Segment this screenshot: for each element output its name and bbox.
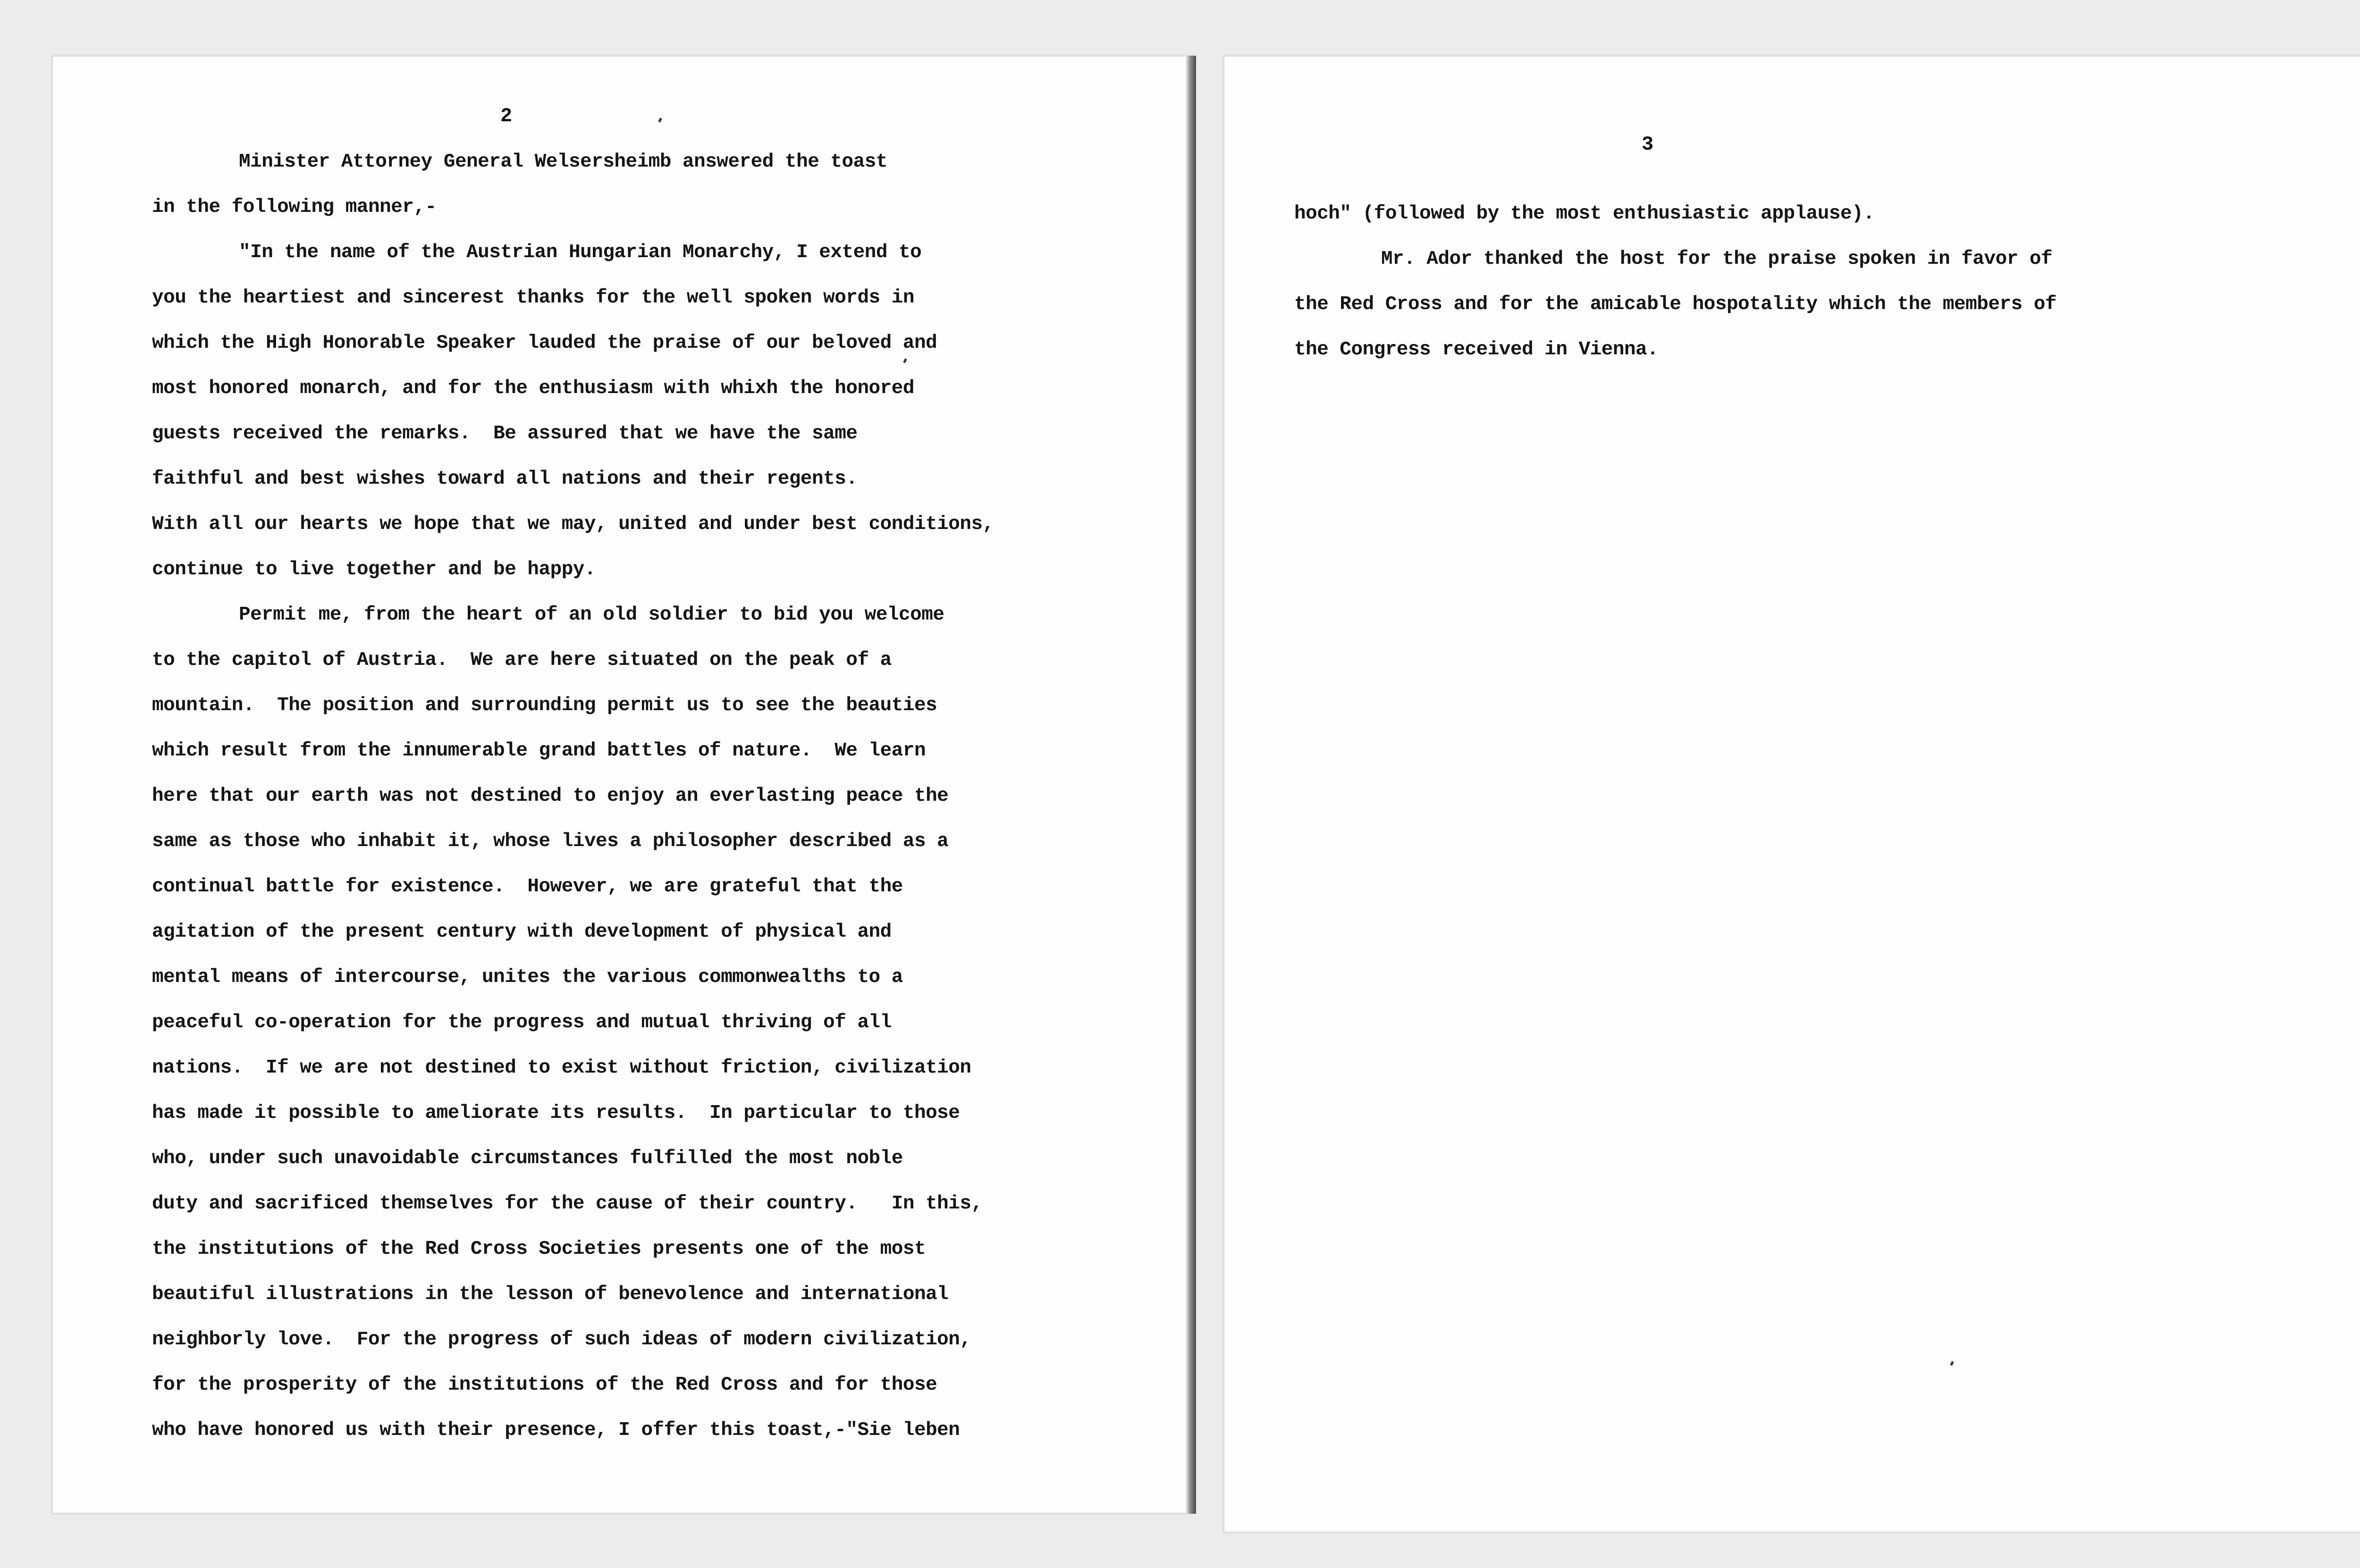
text-line: agitation of the present century with development of physical and [152,921,892,943]
text-line: continue to live together and be happy. [152,559,596,580]
text-line: With all our hearts we hope that we may, united and under best conditions, [152,513,994,535]
text-line: duty and sacrificed themselves for the cause of their country. In this, [152,1193,983,1215]
text-line: same as those who inhabit it, whose lives a philosopher described as a [152,830,949,852]
text-line: who, under such unavoidable circumstances fulfilled the most noble [152,1148,903,1169]
text-line: the institutions of the Red Cross Societies presents one of the most [152,1238,926,1260]
left-page-text [152,139,994,1453]
text-line: to the capitol of Austria. We are here situated on the peak of a [152,649,892,671]
text-line: mountain. The position and surrounding permit us to see the beauties [152,695,937,716]
text-line: most honored monarch, and for the enthusiasm with whixh the honored [152,377,914,399]
text-line: which the High Honorable Speaker lauded the praise of our beloved and [152,332,937,354]
text-line: beautiful illustrations in the lesson of benevolence and international [152,1283,949,1305]
text-line: which result from the innumerable grand battles of nature. We learn [152,740,926,762]
text-line: here that our earth was not destined to enjoy an everlasting peace the [152,785,949,807]
text-line: for the prosperity of the institutions of the Red Cross and for those [152,1374,937,1396]
text-line: "In the name of the Austrian Hungarian Monarchy, I extend to [239,242,922,263]
text-line: Minister Attorney General Welsersheimb answered the toast [239,151,887,173]
text-line: the Red Cross and for the amicable hospotality which the members of [1294,293,2057,315]
text-line: in the following manner,- [152,196,437,218]
text-line: guests received the remarks. Be assured that we have the same [152,423,858,444]
text-line: mental means of intercourse, unites the various commonwealths to a [152,966,903,988]
text-line: peaceful co-operation for the progress and mutual thriving of all [152,1012,892,1033]
page-binding-edge [1186,56,1196,1514]
text-line: nations. If we are not destined to exist without friction, civilization [152,1057,971,1079]
text-line: Permit me, from the heart of an old soldier to bid you welcome [239,604,944,626]
text-line: who have honored us with their presence, I offer this toast,-"Sie leben [152,1419,960,1441]
text-line: neighborly love. For the progress of such ideas of modern civilization, [152,1329,971,1350]
text-line: Mr. Ador thanked the host for the praise spoken in favor of [1381,248,2053,270]
right-page-text [1294,191,2057,372]
text-line: has made it possible to ameliorate its results. In particular to those [152,1102,960,1124]
text-line: you the heartiest and sincerest thanks for the well spoken words in [152,287,914,309]
page-number-right: 3 [1642,133,1654,156]
text-line: faithful and best wishes toward all nations and their regents. [152,468,858,490]
text-line: continual battle for existence. However, we are grateful that the [152,876,903,897]
text-line: the Congress received in Vienna. [1294,339,1659,361]
page-number-left: 2 [500,105,513,127]
text-line: hoch" (followed by the most enthusiastic applause). [1294,203,1875,225]
